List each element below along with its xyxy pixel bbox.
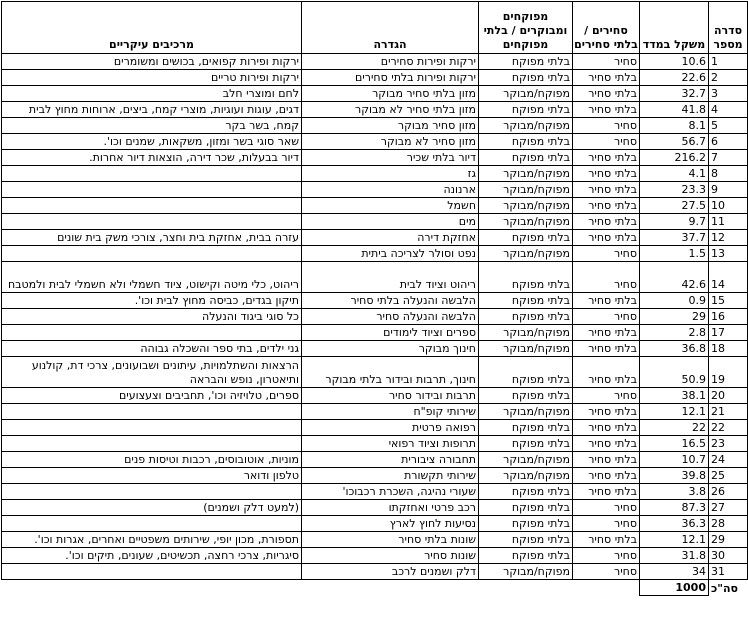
tradable-cell: סחיר (573, 388, 640, 404)
supervised-cell: מפוקח/מבוקר (479, 214, 573, 230)
series-number-cell: 31 (709, 564, 748, 580)
supervised-cell: מפוקח/מבוקר (479, 198, 573, 214)
tradable-cell: בלתי סחיר (573, 325, 640, 341)
supervised-cell: מפוקח/מבוקר (479, 564, 573, 580)
table-row (2, 54, 748, 70)
tradable-cell: בלתי סחיר (573, 436, 640, 452)
components-cell: ריהוט, כלי מיטה וקישוט, ציוד חשמלי ולא חשמלי לבית ולמטבח (2, 262, 302, 293)
tradable-cell: בלתי סחיר (573, 70, 640, 86)
supervised-cell: בלתי מפוקח (479, 262, 573, 293)
series-number-cell: 8 (709, 166, 748, 182)
components-cell (2, 484, 302, 500)
empty-cell (573, 580, 640, 596)
table-row (2, 500, 748, 516)
definition-cell: חשמל (302, 198, 479, 214)
weight-cell: 38.1 (640, 388, 709, 404)
weight-cell: 36.8 (640, 341, 709, 357)
table-row (2, 150, 748, 166)
tradable-cell: בלתי סחיר (573, 404, 640, 420)
supervised-cell: בלתי מפוקח (479, 230, 573, 246)
tradable-cell: בלתי סחיר (573, 150, 640, 166)
definition-cell: ארנונה (302, 182, 479, 198)
series-number-cell: 16 (709, 309, 748, 325)
table-row (2, 309, 748, 325)
weight-cell: 0.9 (640, 293, 709, 309)
header-tradable: סחירים / בלתי סחירים (573, 2, 640, 54)
empty-cell (2, 580, 302, 596)
components-cell (2, 436, 302, 452)
table-row (2, 388, 748, 404)
definition-cell: ספרים וציוד לימודים (302, 325, 479, 341)
tradable-cell: סחיר (573, 246, 640, 262)
supervised-cell: בלתי מפוקח (479, 134, 573, 150)
tradable-cell: בלתי סחיר (573, 468, 640, 484)
table-row (2, 564, 748, 580)
tradable-cell: סחיר (573, 548, 640, 564)
supervised-cell: מפוקח/מבוקר (479, 86, 573, 102)
tradable-cell: בלתי סחיר (573, 86, 640, 102)
weight-cell: 41.8 (640, 102, 709, 118)
components-cell (2, 404, 302, 420)
weight-cell: 16.5 (640, 436, 709, 452)
supervised-cell: בלתי מפוקח (479, 388, 573, 404)
weight-cell: 32.7 (640, 86, 709, 102)
series-number-cell: 18 (709, 341, 748, 357)
series-number-cell: 7 (709, 150, 748, 166)
components-cell (2, 166, 302, 182)
weight-cell: 22.6 (640, 70, 709, 86)
weight-cell: 216.2 (640, 150, 709, 166)
table-row (2, 548, 748, 564)
series-number-cell: 23 (709, 436, 748, 452)
series-number-cell: 20 (709, 388, 748, 404)
weight-cell: 1.5 (640, 246, 709, 262)
components-cell: טלפון ודואר (2, 468, 302, 484)
series-number-cell: 22 (709, 420, 748, 436)
table-row (2, 214, 748, 230)
series-number-cell: 29 (709, 532, 748, 548)
total-row (2, 580, 748, 596)
tradable-cell: סחיר (573, 54, 640, 70)
series-number-cell: 28 (709, 516, 748, 532)
series-number-cell: 12 (709, 230, 748, 246)
components-cell (2, 198, 302, 214)
supervised-cell: בלתי מפוקח (479, 548, 573, 564)
components-cell: ירקות ופירות קפואים, בכושים ומשומרים (2, 54, 302, 70)
weight-cell: 23.3 (640, 182, 709, 198)
definition-cell: מזון סחיר לא מבוקר (302, 134, 479, 150)
definition-cell: שונות סחיר (302, 548, 479, 564)
series-number-cell: 21 (709, 404, 748, 420)
definition-cell: הלבשה והנעלה בלתי סחיר (302, 293, 479, 309)
series-number-cell: 3 (709, 86, 748, 102)
supervised-cell: בלתי מפוקח (479, 532, 573, 548)
components-cell: שאר סוגי בשר ומזון, משקאות, שמנים וכו'. (2, 134, 302, 150)
components-cell: גני ילדים, בתי ספר והשכלה גבוהה (2, 341, 302, 357)
definition-cell: חינוך, תרבות ובידור בלתי מבוקר (302, 357, 479, 388)
supervised-cell: בלתי מפוקח (479, 500, 573, 516)
supervised-cell: בלתי מפוקח (479, 102, 573, 118)
weight-cell: 10.6 (640, 54, 709, 70)
table-row (2, 436, 748, 452)
table-row (2, 484, 748, 500)
tradable-cell: סחיר (573, 309, 640, 325)
cpi-components-table (1, 1, 748, 596)
tradable-cell: בלתי סחיר (573, 484, 640, 500)
table-row (2, 166, 748, 182)
supervised-cell: בלתי מפוקח (479, 293, 573, 309)
definition-cell: דלק ושמנים לרכב (302, 564, 479, 580)
header-supervised: מפוקחים ומבוקרים / בלתי מפוקחים (479, 2, 573, 54)
definition-cell: ריהוט וציוד לבית (302, 262, 479, 293)
weight-cell: 2.8 (640, 325, 709, 341)
header-weight: משקל במדד (640, 2, 709, 54)
weight-cell: 4.1 (640, 166, 709, 182)
tradable-cell: בלתי סחיר (573, 293, 640, 309)
definition-cell: הלבשה והנעלה סחיר (302, 309, 479, 325)
components-cell: (למעט דלק ושמנים) (2, 500, 302, 516)
weight-cell: 56.7 (640, 134, 709, 150)
series-number-cell: 10 (709, 198, 748, 214)
tradable-cell: בלתי סחיר (573, 420, 640, 436)
definition-cell: שירותי תקשורת (302, 468, 479, 484)
weight-cell: 29 (640, 309, 709, 325)
table-row (2, 452, 748, 468)
table-body (2, 54, 748, 596)
components-cell: ספרים, טלויזיה וכו', תחביבים וצעצועים (2, 388, 302, 404)
definition-cell: תרבות ובידור סחיר (302, 388, 479, 404)
supervised-cell: מפוקח/מבוקר (479, 118, 573, 134)
weight-cell: 42.6 (640, 262, 709, 293)
weight-cell: 87.3 (640, 500, 709, 516)
weight-cell: 10.7 (640, 452, 709, 468)
weight-cell: 27.5 (640, 198, 709, 214)
series-number-cell: 15 (709, 293, 748, 309)
table-row (2, 198, 748, 214)
definition-cell: גז (302, 166, 479, 182)
tradable-cell: בלתי סחיר (573, 214, 640, 230)
weight-cell: 31.8 (640, 548, 709, 564)
weight-cell: 8.1 (640, 118, 709, 134)
definition-cell: מזון בלתי סחיר לא מבוקר (302, 102, 479, 118)
header-main-components: מרכיבים עיקריים (2, 2, 302, 54)
supervised-cell: מפוקח/מבוקר (479, 468, 573, 484)
components-cell: מוניות, אוטובוסים, רכבות וטיסות פנים (2, 452, 302, 468)
components-cell: עזרה בבית, אחזקת בית וחצר, צורכי משק בית שונים (2, 230, 302, 246)
series-number-cell: 6 (709, 134, 748, 150)
series-number-cell: 11 (709, 214, 748, 230)
components-cell: תספורת, מכון יופי, שירותים משפטיים ואחרים, אגרות וכו'. (2, 532, 302, 548)
tradable-cell: סחיר (573, 564, 640, 580)
weight-cell: 37.7 (640, 230, 709, 246)
weight-cell: 22 (640, 420, 709, 436)
table-row (2, 118, 748, 134)
supervised-cell: מפוקח/מבוקר (479, 166, 573, 182)
series-number-cell: 2 (709, 70, 748, 86)
table-row (2, 325, 748, 341)
weight-cell: 9.7 (640, 214, 709, 230)
components-cell: דגים, עוגות ועוגיות, מוצרי קמח, ביצים, ארוחות מחוץ לבית (2, 102, 302, 118)
supervised-cell: בלתי מפוקח (479, 357, 573, 388)
supervised-cell: בלתי מפוקח (479, 484, 573, 500)
total-label: סה"כ (711, 581, 738, 595)
definition-cell: אחזקת דירה (302, 230, 479, 246)
table-row (2, 262, 748, 293)
components-cell (2, 420, 302, 436)
series-number-cell: 4 (709, 102, 748, 118)
weight-cell: 36.3 (640, 516, 709, 532)
supervised-cell: מפוקח/מבוקר (479, 341, 573, 357)
supervised-cell: בלתי מפוקח (479, 150, 573, 166)
tradable-cell: בלתי סחיר (573, 182, 640, 198)
header-series-number: סדרה מספר (709, 2, 748, 54)
table-row (2, 341, 748, 357)
table-row (2, 86, 748, 102)
components-cell (2, 246, 302, 262)
definition-cell: נסיעות לחוץ לארץ (302, 516, 479, 532)
supervised-cell: בלתי מפוקח (479, 309, 573, 325)
table-row (2, 102, 748, 118)
tradable-cell: בלתי סחיר (573, 452, 640, 468)
definition-cell: מים (302, 214, 479, 230)
table-row (2, 357, 748, 388)
definition-cell: ירקות ופירות בלתי סחירים (302, 70, 479, 86)
table-row (2, 182, 748, 198)
weight-cell: 12.1 (640, 404, 709, 420)
definition-cell: נפט וסולר לצריכה ביתית (302, 246, 479, 262)
header-definition: הגדרה (302, 2, 479, 54)
definition-cell: מזון בלתי סחיר מבוקר (302, 86, 479, 102)
tradable-cell: בלתי סחיר (573, 357, 640, 388)
definition-cell: שירותי קופ"ח (302, 404, 479, 420)
weight-cell: 39.8 (640, 468, 709, 484)
series-number-cell: 5 (709, 118, 748, 134)
definition-cell: ירקות ופירות סחירים (302, 54, 479, 70)
definition-cell: תרופות וציוד רפואי (302, 436, 479, 452)
series-number-cell: 9 (709, 182, 748, 198)
table-row (2, 468, 748, 484)
series-number-cell: 14 (709, 262, 748, 293)
supervised-cell: בלתי מפוקח (479, 54, 573, 70)
tradable-cell: בלתי סחיר (573, 532, 640, 548)
tradable-cell: בלתי סחיר (573, 198, 640, 214)
weight-cell: 12.1 (640, 532, 709, 548)
supervised-cell: מפוקח/מבוקר (479, 325, 573, 341)
total-value: 1000 (640, 580, 709, 596)
components-cell (2, 182, 302, 198)
components-cell: ירקות ופירות טריים (2, 70, 302, 86)
series-number-cell: 24 (709, 452, 748, 468)
supervised-cell: בלתי מפוקח (479, 70, 573, 86)
tradable-cell: סחיר (573, 500, 640, 516)
series-number-cell: 19 (709, 357, 748, 388)
series-number-cell: 25 (709, 468, 748, 484)
components-cell: דיור בבעלות, שכר דירה, הוצאות דיור אחרות. (2, 150, 302, 166)
supervised-cell: מפוקח/מבוקר (479, 182, 573, 198)
components-cell (2, 564, 302, 580)
definition-cell: שעורי נהיגה, השכרת רכבוכו' (302, 484, 479, 500)
supervised-cell: מפוקח/מבוקר (479, 404, 573, 420)
table-row (2, 246, 748, 262)
components-cell: סיגריות, צרכי רחצה, תכשיטים, שעונים, תיקים וכו'. (2, 548, 302, 564)
weight-cell: 34 (640, 564, 709, 580)
tradable-cell: בלתי סחיר (573, 166, 640, 182)
supervised-cell: מפוקח/מבוקר (479, 246, 573, 262)
definition-cell: שונות בלתי סחיר (302, 532, 479, 548)
tradable-cell: בלתי סחיר (573, 102, 640, 118)
table-row (2, 404, 748, 420)
components-cell (2, 516, 302, 532)
header-row (2, 2, 748, 54)
components-cell (2, 325, 302, 341)
table-row (2, 420, 748, 436)
tradable-cell: בלתי סחיר (573, 230, 640, 246)
tradable-cell: בלתי סחיר (573, 341, 640, 357)
series-number-cell: 27 (709, 500, 748, 516)
series-number-cell: 13 (709, 246, 748, 262)
supervised-cell: מפוקח/מבוקר (479, 452, 573, 468)
series-number-cell: 1 (709, 54, 748, 70)
components-cell: לחם ומוצרי חלב (2, 86, 302, 102)
components-cell: קמח, בשר בקר (2, 118, 302, 134)
tradable-cell: סחיר (573, 118, 640, 134)
definition-cell: דיור בלתי שכיר (302, 150, 479, 166)
series-number-cell: 30 (709, 548, 748, 564)
supervised-cell: בלתי מפוקח (479, 516, 573, 532)
components-cell: הרצאות והשתלמויות, עיתונים ושבועונים, צרכי דת, קולנוע ותיאטרון, נופש והבראה (2, 357, 302, 388)
weight-cell: 3.8 (640, 484, 709, 500)
definition-cell: רפואה פרטית (302, 420, 479, 436)
table-row (2, 230, 748, 246)
table-row (2, 70, 748, 86)
components-cell: כל סוגי ביגוד והנעלה (2, 309, 302, 325)
table-row (2, 516, 748, 532)
tradable-cell: סחיר (573, 134, 640, 150)
components-cell: תיקון בגדים, כביסה מחוץ לבית וכו'. (2, 293, 302, 309)
definition-cell: מזון סחיר מבוקר (302, 118, 479, 134)
table-row (2, 134, 748, 150)
definition-cell: רכב פרטי ואחזקתו (302, 500, 479, 516)
empty-cell (302, 580, 479, 596)
supervised-cell: בלתי מפוקח (479, 436, 573, 452)
table-row (2, 532, 748, 548)
weight-cell: 50.9 (640, 357, 709, 388)
components-cell (2, 214, 302, 230)
empty-cell (479, 580, 573, 596)
definition-cell: חינוך מבוקר (302, 341, 479, 357)
supervised-cell: בלתי מפוקח (479, 420, 573, 436)
series-number-cell: 17 (709, 325, 748, 341)
series-number-cell: 26 (709, 484, 748, 500)
tradable-cell: סחיר (573, 516, 640, 532)
table-row (2, 293, 748, 309)
definition-cell: תחבורה ציבורית (302, 452, 479, 468)
tradable-cell: סחיר (573, 262, 640, 293)
